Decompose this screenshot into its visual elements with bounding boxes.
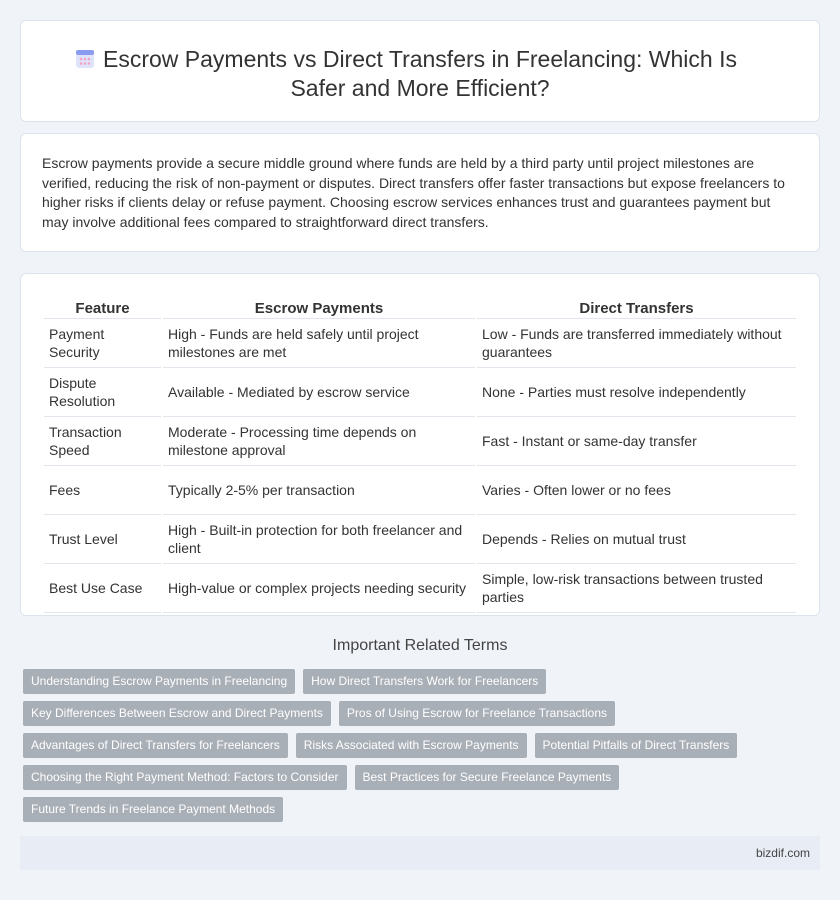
cell-direct: None - Parties must resolve independently: [477, 368, 796, 417]
column-header-escrow: Escrow Payments: [163, 295, 475, 319]
table-row: [44, 466, 796, 515]
comparison-card: [20, 273, 820, 616]
table-row: [44, 515, 796, 564]
footer-site-link[interactable]: bizdif.com: [755, 846, 810, 860]
page-title-line-1: Escrow Payments vs Direct Transfers in Freelancing: Which Is: [103, 46, 737, 72]
related-term-tag[interactable]: Potential Pitfalls of Direct Transfers: [535, 733, 738, 758]
tag-row: [23, 765, 813, 797]
footer: [20, 836, 820, 870]
table-row: [44, 319, 796, 368]
tag-row: [23, 733, 813, 765]
cell-feature: Dispute Resolution: [44, 368, 161, 417]
cell-direct: Varies - Often lower or no fees: [477, 466, 796, 515]
cell-feature: Transaction Speed: [44, 417, 161, 466]
column-header-direct: Direct Transfers: [477, 295, 796, 319]
title-card: [20, 20, 820, 122]
tag-row: [23, 701, 813, 733]
related-term-tag[interactable]: Advantages of Direct Transfers for Freelancers: [23, 733, 288, 758]
cell-escrow: Available - Mediated by escrow service: [163, 368, 475, 417]
related-terms-list: [23, 669, 813, 829]
related-term-tag[interactable]: Best Practices for Secure Freelance Payments: [355, 765, 620, 790]
cell-escrow: High - Built-in protection for both freelancer and client: [163, 515, 475, 564]
related-term-tag[interactable]: How Direct Transfers Work for Freelancers: [303, 669, 546, 694]
cell-feature: Payment Security: [44, 319, 161, 368]
cell-direct: Low - Funds are transferred immediately without guarantees: [477, 319, 796, 368]
comparison-table: [42, 295, 798, 613]
cell-direct: Simple, low-risk transactions between trusted parties: [477, 564, 796, 613]
related-term-tag[interactable]: Choosing the Right Payment Method: Factors to Consider: [23, 765, 347, 790]
related-term-tag[interactable]: Risks Associated with Escrow Payments: [296, 733, 527, 758]
related-term-tag[interactable]: Future Trends in Freelance Payment Methods: [23, 797, 283, 822]
cell-direct: Depends - Relies on mutual trust: [477, 515, 796, 564]
cell-escrow: High-value or complex projects needing security: [163, 564, 475, 613]
related-term-tag[interactable]: Understanding Escrow Payments in Freelancing: [23, 669, 295, 694]
column-header-feature: Feature: [44, 295, 161, 319]
cell-feature: Best Use Case: [44, 564, 161, 613]
tag-row: [23, 797, 813, 829]
related-terms-heading: Important Related Terms: [332, 637, 508, 654]
cell-escrow: Moderate - Processing time depends on milestone approval: [163, 417, 475, 466]
table-row: [44, 368, 796, 417]
related-term-tag[interactable]: Pros of Using Escrow for Freelance Transactions: [339, 701, 615, 726]
cell-escrow: Typically 2-5% per transaction: [163, 466, 475, 515]
table-header-row: [44, 295, 796, 319]
related-term-tag[interactable]: Key Differences Between Escrow and Direct Payments: [23, 701, 331, 726]
table-row: [44, 564, 796, 613]
intro-card: [20, 133, 820, 252]
table-row: [44, 417, 796, 466]
cell-direct: Fast - Instant or same-day transfer: [477, 417, 796, 466]
cell-feature: Fees: [44, 466, 161, 515]
page-title-line-2: Safer and More Efficient?: [290, 75, 550, 101]
cell-feature: Trust Level: [44, 515, 161, 564]
tag-row: [23, 669, 813, 701]
page-title: [21, 45, 819, 103]
cell-escrow: High - Funds are held safely until project milestones are met: [163, 319, 475, 368]
intro-paragraph: Escrow payments provide a secure middle ground where funds are held by a third party until project milestones are verified, reducing the risk of non-payment or disputes. Direct transfers offer faster transactions but expose freelancers to higher risks if clients delay or refuse payment. Choosing escrow services enhances trust and guarantees payment but may involve additional fees compared to straightforward direct transfers.: [42, 155, 785, 230]
